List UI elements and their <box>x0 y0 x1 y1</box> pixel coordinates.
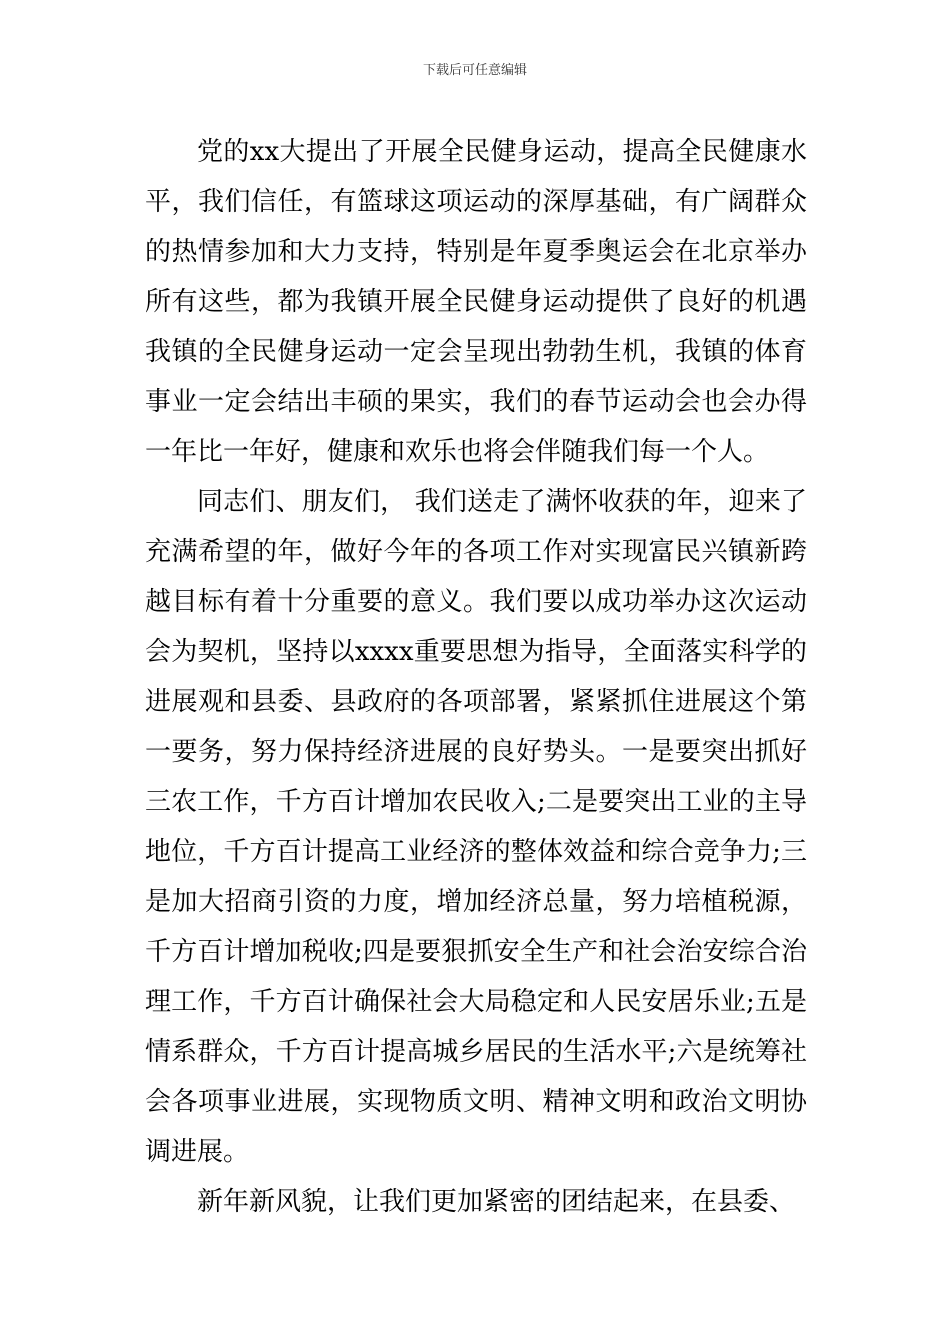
paragraph-3: 新年新风貌，让我们更加紧密的团结起来，在县委、 <box>197 1187 796 1217</box>
paragraph-2: 同志们、朋友们， 我们送走了满怀收获的年，迎来了充满希望的年，做好今年的各项工作对实现富民兴镇新跨越目标有着十分重要的意义。我们要以成功举办这次运动会为契机，坚持以xxxx重要思想为指导，全面落实科学的进展观和县委、县政府的各项部署，紧紧抓住进展这个第一要务，努力保持经济进展的良好势头。一是要突出抓好三农工作，千方百计增加农民收入;二是要突出工业的主导地位，千方百计提高工业经济的整体效益和综合竞争力;三是加大招商引资的力度，增加经济总量，努力培植税源，千方百计增加税收;四是要狠抓安全生产和社会治安综合治理工作，千方百计确保社会大局稳定和人民安居乐业;五是情系群众，千方百计提高城乡居民的生活水平;六是统筹社会各项事业进展，实现物质文明、精神文明和政治文明协调进展。 <box>145 487 807 1167</box>
page-header: 下载后可任意编辑 <box>422 63 527 78</box>
document-body <box>145 127 807 1227</box>
paragraph-1: 党的xx大提出了开展全民健身运动，提高全民健康水平，我们信任，有篮球这项运动的深厚基础，有广阔群众的热情参加和大力支持，特别是年夏季奥运会在北京举办所有这些，都为我镇开展全民健身运动提供了良好的机遇我镇的全民健身运动一定会呈现出勃勃生机，我镇的体育事业一定会结出丰硕的果实，我们的春节运动会也会办得一年比一年好，健康和欢乐也将会伴随我们每一个人。 <box>145 137 807 467</box>
